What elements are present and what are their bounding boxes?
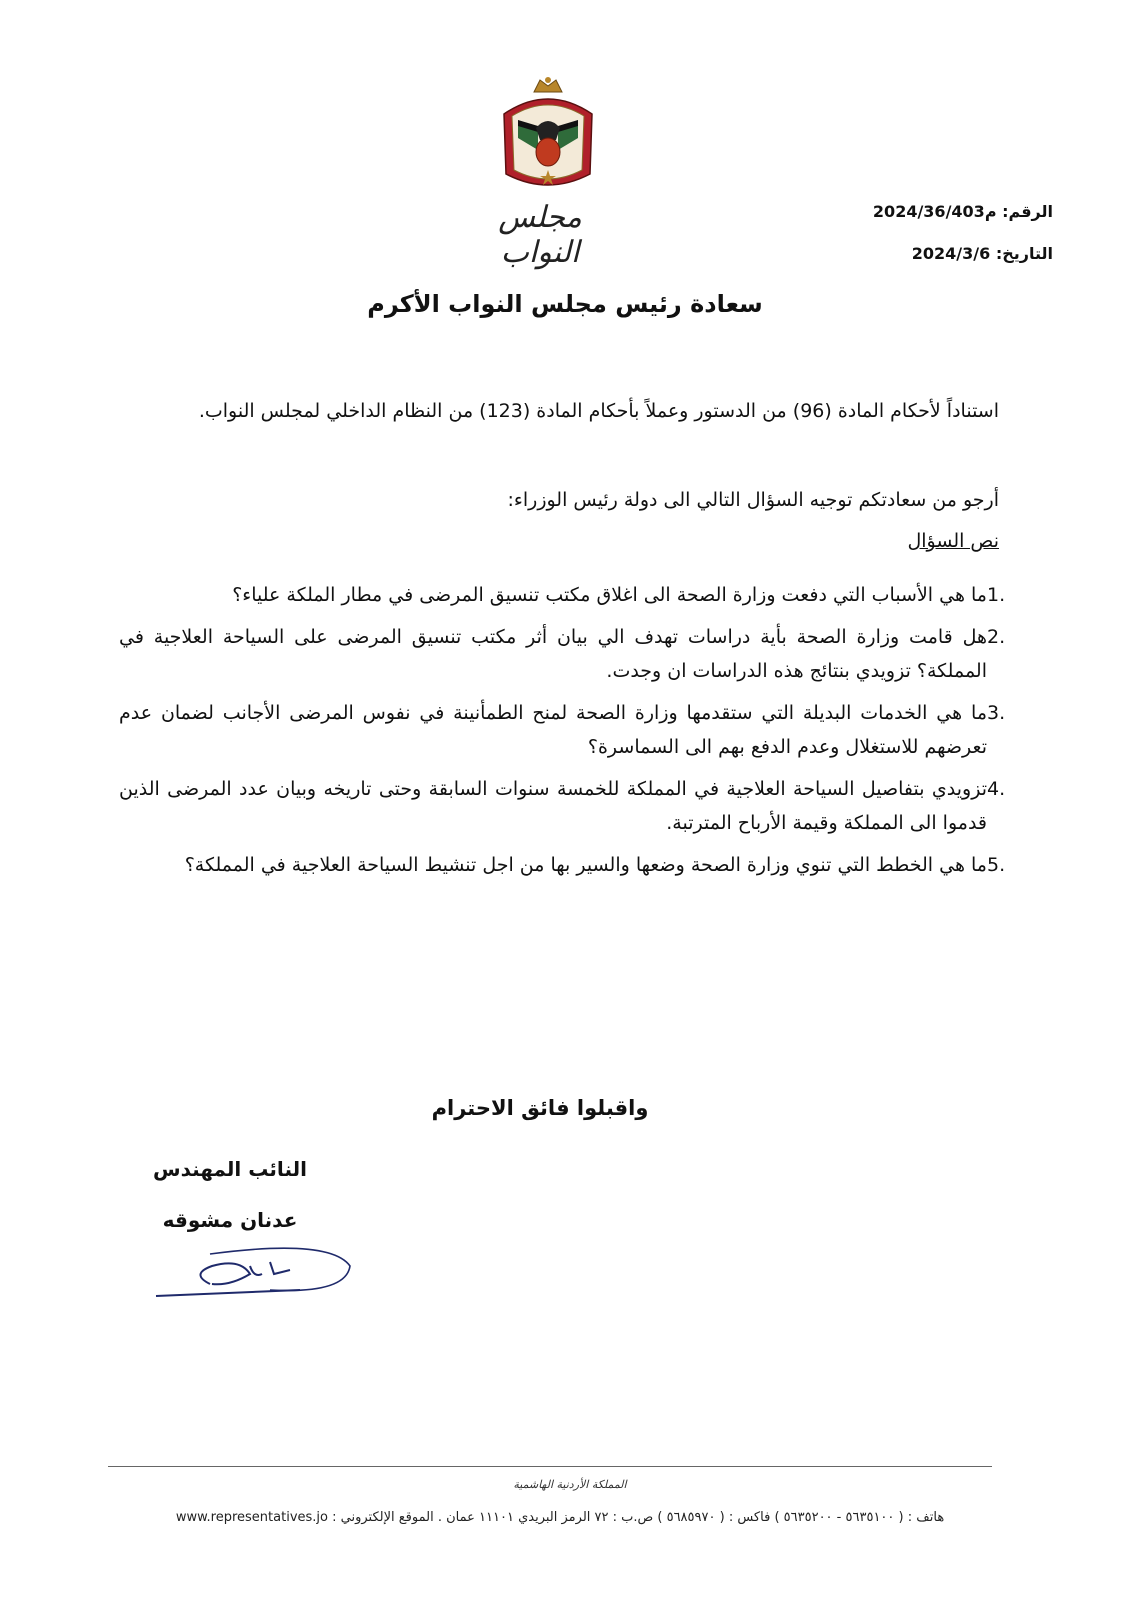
council-logo-text: مجلس النواب [498, 200, 582, 270]
po-box: ص.ب : ٧٢ الرمز البريدي ١١١٠١ عمان . [437, 1510, 654, 1525]
question-text: ما هي الخدمات البديلة التي ستقدمها وزارة الصحة لمنح الطمأنينة في نفوس المرضى الأجانب لضمان عدم تعرضهم للاستغلال وعدم الدفع بهم الى السماسرة؟ [119, 702, 987, 758]
question-item [119, 620, 1023, 688]
signatory-name: عدنان مشوقه [162, 1208, 298, 1232]
date-value: 2024/3/6 [911, 244, 991, 263]
phone-value: ( ٥٦٣٥١٠٠ - ٥٦٣٥٢٠٠ ) [774, 1510, 904, 1525]
signatory-title: النائب المهندس [153, 1157, 307, 1181]
question-number: 5. [987, 854, 1006, 876]
question-number: 3. [987, 702, 1006, 724]
phone-label: هاتف : [907, 1510, 945, 1525]
salutation-heading: سعادة رئيس مجلس النواب الأكرم [367, 290, 763, 318]
question-text: هل قامت وزارة الصحة بأية دراسات تهدف الي بيان أثر مكتب تنسيق المرضى على السياحة العلاجية في المملكة؟ تزويدي بنتائج هذه الدراسات ان وجدت. [119, 626, 987, 682]
intro-paragraph: استناداً لأحكام المادة (96) من الدستور وعملاً بأحكام المادة (123) من النظام الداخلي لمجلس النواب. [198, 400, 999, 422]
fax-value: ( ٥٦٨٥٩٧٠ ) [657, 1510, 725, 1525]
ref-value: م2024/36/403 [872, 202, 997, 221]
questions-list [119, 578, 1023, 890]
date-row [912, 244, 1053, 263]
question-item [119, 696, 1023, 764]
website-link[interactable]: www.representatives.jo [175, 1510, 328, 1525]
question-item [119, 772, 1023, 840]
question-item [119, 848, 1023, 882]
date-label: التاريخ: [995, 244, 1053, 263]
question-number: 2. [987, 626, 1006, 648]
question-number: 4. [987, 778, 1006, 800]
question-text: ما هي الأسباب التي دفعت وزارة الصحة الى اغلاق مكتب تنسيق المرضى في مطار الملكة علياء؟ [232, 584, 987, 606]
closing-line: واقبلوا فائق الاحترام [431, 1096, 649, 1120]
question-item [119, 578, 1023, 612]
handwritten-signature [150, 1244, 360, 1304]
question-text: تزويدي بتفاصيل السياحة العلاجية في المملكة للخمسة سنوات السابقة وحتى تاريخه وبيان عدد المرضى الذين قدموا الى المملكة وقيمة الأرباح المترتبة. [119, 778, 987, 834]
question-text: ما هي الخطط التي تنوي وزارة الصحة وضعها والسير بها من اجل تنشيط السياحة العلاجية في المملكة؟ [184, 854, 987, 876]
request-paragraph: أرجو من سعادتكم توجيه السؤال التالي الى دولة رئيس الوزراء: [507, 489, 999, 511]
question-number: 1. [987, 584, 1006, 606]
coat-of-arms-emblem [494, 74, 602, 196]
fax-label: فاكس : [728, 1510, 771, 1525]
reference-number-row [873, 202, 1053, 221]
ref-label: الرقم: [1002, 202, 1053, 221]
question-heading: نص السؤال [907, 530, 999, 552]
footer-contact-info [130, 1510, 990, 1525]
website-label: الموقع الإلكتروني : [332, 1510, 434, 1525]
footer-divider [108, 1466, 992, 1467]
footer-kingdom-name: المملكة الأردنية الهاشمية [513, 1478, 627, 1491]
